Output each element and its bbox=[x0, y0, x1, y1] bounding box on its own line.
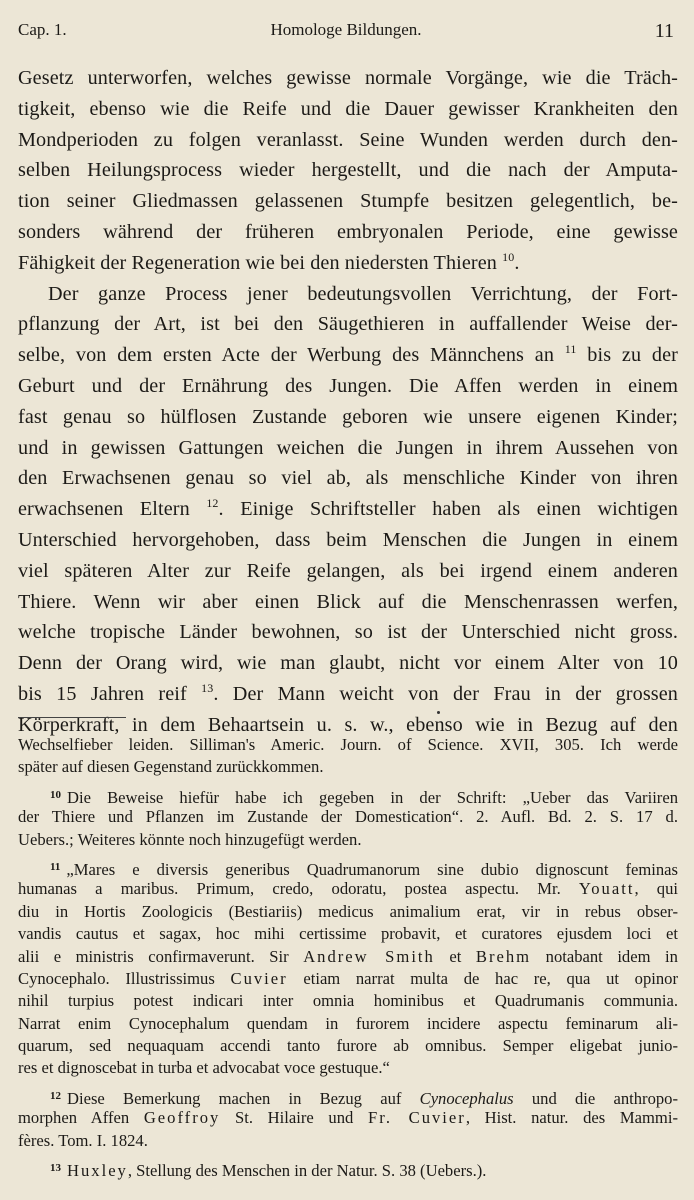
footnote-12 bbox=[18, 1085, 678, 1152]
footnote-ref: 10 bbox=[502, 249, 515, 264]
footnote-line bbox=[18, 856, 678, 878]
text-segment: bis zu der bbox=[587, 344, 678, 367]
footnote-line bbox=[18, 968, 678, 990]
footnote-line: Wechselfieber leiden. Silliman's Americ. Journ. of Science. XVII, 305. Ich werde bbox=[18, 735, 678, 754]
text-line bbox=[18, 248, 678, 279]
footnote-line bbox=[18, 1157, 678, 1179]
text-segment: humanas a maribus. Primum, credo, odoratu, postea aspectu. Mr. bbox=[18, 879, 561, 899]
footnote-number: 13 bbox=[50, 1162, 61, 1175]
text-line bbox=[18, 340, 678, 371]
text-line: selben Heilungsprocess wieder hergestellt, und die nach der Amputa- bbox=[18, 159, 678, 182]
text-line: Mondperioden zu folgen veranlasst. Seine Wunden werden durch den- bbox=[18, 128, 678, 151]
text-line: tion seiner Gliedmassen gelassenen Stumpfe besitzen gelegentlich, be- bbox=[18, 190, 678, 213]
text-segment: selbe, von dem ersten Acte der Werbung des Männchens an bbox=[18, 344, 555, 367]
footnote-line: Narrat enim Cynocephalum quendam in furorem incidere aspectu feminarum ali- bbox=[18, 1013, 678, 1033]
text-segment: , Stellung des Menschen in der Natur. S. 38 (Uebers.). bbox=[127, 1161, 487, 1181]
text-line: fast genau so hülflosen Zustande geboren wie unsere eigenen Kinder; bbox=[18, 405, 678, 428]
footnote-line: der Thiere und Pflanzen im Zustande der Domestication“. 2. Aufl. Bd. 2. S. 17 d. bbox=[18, 807, 678, 827]
running-title: Homologe Bildungen. bbox=[270, 20, 422, 39]
footnote-line: quarum, sed nequaquam accendi tanto furore ab omnibus. Semper eligebat junio- bbox=[18, 1036, 678, 1056]
text-line: tigkeit, ebenso wie die Reife und die Dauer gewisser Krankheiten den bbox=[18, 97, 678, 120]
chapter-label: Cap. 1. bbox=[18, 20, 67, 39]
author-name: Fr. Cuvier bbox=[367, 1108, 466, 1128]
footnote-line: res et dignoscebat in turba et advocabat voce gestuque.“ bbox=[18, 1058, 390, 1078]
text-segment: morphen Affen bbox=[18, 1108, 130, 1128]
text-line: und in gewissen Gattungen weichen die Jungen in ihrem Aussehen von bbox=[18, 436, 678, 459]
text-line: viel späteren Alter zur Reife gelangen, als bei irgend einem anderen bbox=[18, 559, 678, 582]
text-segment: . bbox=[514, 251, 520, 274]
text-line: Thiere. Wenn wir aber einen Blick auf die Menschenrassen werfen, bbox=[18, 590, 678, 613]
footnote-number: 11 bbox=[50, 860, 61, 873]
footnote-13 bbox=[18, 1157, 678, 1179]
text-segment: Cynocephalo. Illustrissimus bbox=[18, 968, 215, 988]
text-segment: , qui bbox=[634, 879, 678, 899]
footnote-line bbox=[18, 784, 678, 806]
text-segment: notabant idem in bbox=[545, 946, 678, 966]
text-line: Gesetz unterworfen, welches gewisse normale Vorgänge, wie die Träch- bbox=[18, 67, 678, 89]
ink-speck bbox=[437, 711, 440, 714]
footnote-line: nihil turpius potest indicari inter omnia hominibus et Quadrumanis communia. bbox=[18, 991, 678, 1011]
text-line: Denn der Orang wird, wie man glaubt, nicht vor einem Alter von 10 bbox=[18, 652, 678, 675]
page-number: 11 bbox=[654, 20, 674, 42]
genus-name: Cynocephalus bbox=[419, 1088, 514, 1108]
footnote-line: vandis cautus et sagax, hoc mihi certissime probavit, et curatores ejusdem loci et bbox=[18, 924, 678, 944]
footnote-line: fères. Tom. I. 1824. bbox=[18, 1130, 148, 1150]
text-segment: , Hist. natur. des Mammi- bbox=[465, 1108, 678, 1128]
footnote-divider bbox=[18, 717, 126, 718]
text-line: sonders während der früheren embryonalen Periode, eine gewisse bbox=[18, 220, 678, 243]
text-line: Der ganze Process jener bedeutungsvollen Verrichtung, der Fort- bbox=[48, 282, 678, 305]
author-name: Brehm bbox=[475, 946, 532, 966]
author-name: Geoffroy bbox=[143, 1108, 221, 1128]
text-segment: . Der Mann weicht von der Frau in der grossen bbox=[213, 682, 678, 705]
footnote-line: diu in Hortis Zoologicis (Bestiariis) medicus animalium erat, vir in rebus obser- bbox=[18, 901, 678, 921]
text-line: den Erwachsenen genau so viel ab, als menschliche Kinder von ihren bbox=[18, 467, 678, 490]
text-segment: Die Beweise hiefür habe ich gegeben in der Schrift: „Ueber das Variiren bbox=[67, 787, 678, 807]
text-segment: et bbox=[449, 946, 462, 966]
footnote-line: Uebers.; Weiteres könnte noch hinzugefügt werden. bbox=[18, 829, 362, 849]
footnote-line: später auf diesen Gegenstand zurückkommen. bbox=[18, 757, 324, 777]
text-segment: Diese Bemerkung machen in Bezug auf bbox=[67, 1088, 402, 1108]
main-text bbox=[18, 63, 678, 741]
text-line: pflanzung der Art, ist bei den Säugethieren in auffallender Weise der- bbox=[18, 313, 678, 336]
text-segment: und die anthropo- bbox=[531, 1088, 678, 1108]
text-segment: Fähigkeit der Regeneration wie bei den niedersten Thieren bbox=[18, 251, 498, 274]
footnote-11 bbox=[18, 856, 678, 1080]
footnote-line bbox=[18, 878, 678, 900]
text-segment: etiam narrat multa de hac re, qua ut opinor bbox=[303, 968, 678, 988]
text-line bbox=[18, 679, 678, 710]
text-segment: St. Hilaire und bbox=[235, 1108, 354, 1128]
text-segment: erwachsenen Eltern bbox=[18, 498, 190, 521]
author-name: Huxley bbox=[67, 1161, 128, 1181]
author-name: Andrew Smith bbox=[303, 946, 435, 966]
text-line: Unterschied hervorgehoben, dass beim Menschen die Jungen in einem bbox=[18, 528, 678, 551]
author-name: Youatt bbox=[578, 879, 635, 899]
footnote-ref: 11 bbox=[564, 342, 577, 357]
text-segment: . Einige Schriftsteller haben als einen wichtigen bbox=[218, 498, 678, 521]
text-line: Körperkraft, in dem Behaartsein u. s. w., ebenso wie in Bezug auf den bbox=[18, 713, 678, 736]
author-name: Cuvier bbox=[230, 968, 288, 988]
text-segment: „Mares e diversis generibus Quadrumanorum sine dubio dignoscunt feminas bbox=[66, 859, 678, 879]
footnote-number: 12 bbox=[50, 1089, 61, 1102]
running-header bbox=[18, 14, 674, 44]
text-segment: bis 15 Jahren reif bbox=[18, 682, 187, 705]
footnote-ref: 12 bbox=[206, 496, 219, 511]
footnote-10 bbox=[18, 784, 678, 851]
text-line bbox=[18, 494, 678, 525]
footnote-line bbox=[18, 946, 678, 968]
text-segment: alii e ministris confirmaverunt. Sir bbox=[18, 946, 289, 966]
footnotes bbox=[18, 734, 678, 1184]
footnote-line bbox=[18, 1107, 678, 1129]
text-line: Geburt und der Ernährung des Jungen. Die Affen werden in einem bbox=[18, 374, 678, 397]
footnote-line bbox=[18, 1085, 678, 1107]
footnote-continuation bbox=[18, 734, 678, 779]
footnote-ref: 13 bbox=[201, 680, 214, 695]
text-line: welche tropische Länder bewohnen, so ist der Unterschied nicht gross. bbox=[18, 621, 678, 644]
footnote-number: 10 bbox=[50, 788, 61, 801]
